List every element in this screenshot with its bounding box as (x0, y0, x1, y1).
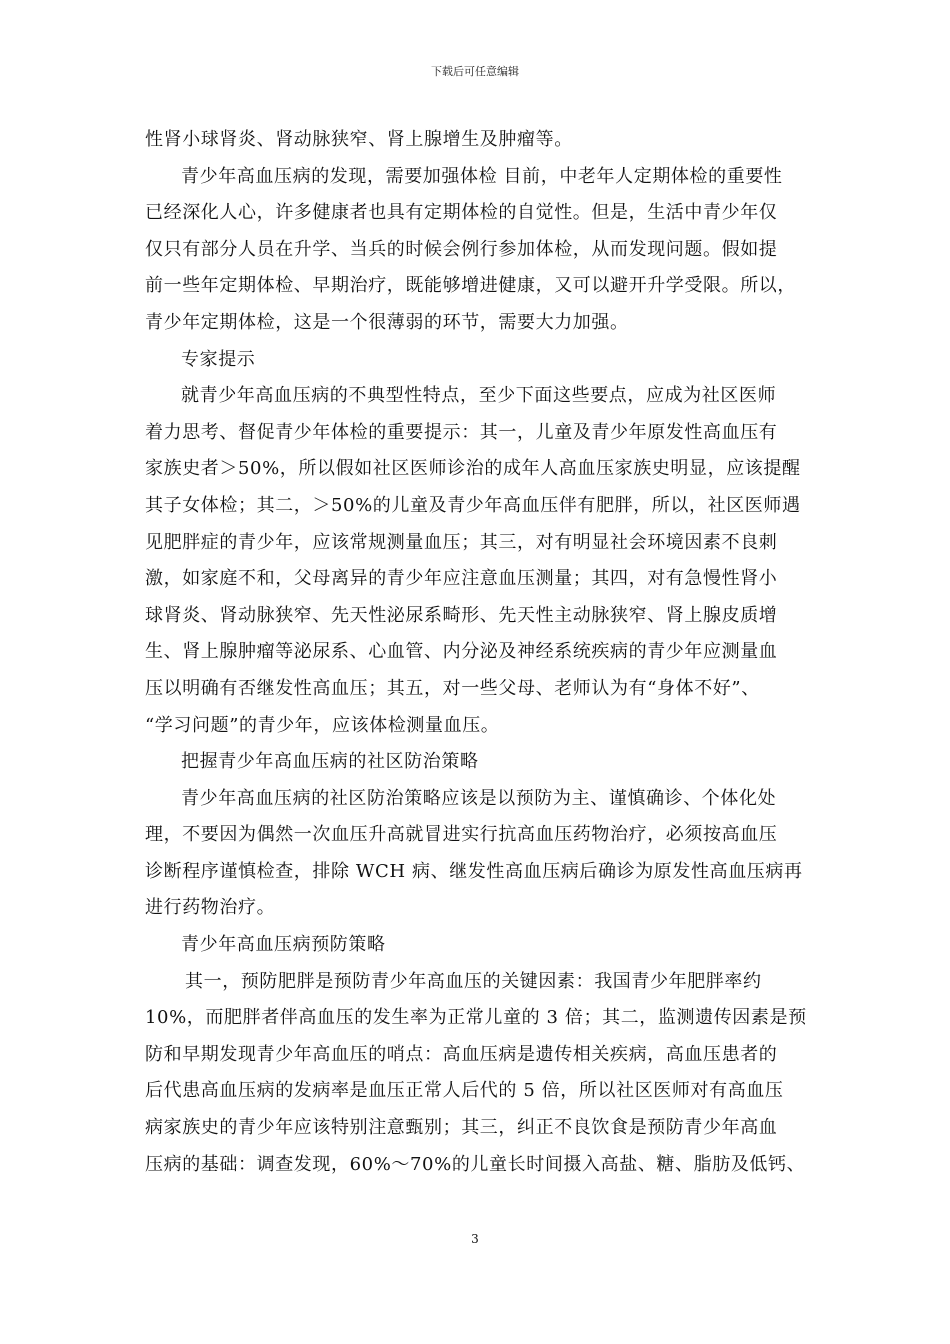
text-line: 见肥胖症的青少年，应该常规测量血压；其三，对有明显社会环境因素不良刺 (145, 531, 778, 553)
page-number: 3 (471, 1232, 479, 1246)
text-line: 其子女体检；其二，＞50%的儿童及青少年高血压伴有肥胖，所以，社区医师遇 (145, 494, 801, 516)
text-line: 生、肾上腺肿瘤等泌尿系、心血管、内分泌及神经系统疾病的青少年应测量血 (145, 641, 778, 663)
text-line: 理，不要因为偶然一次血压升高就冒进实行抗高血压药物治疗，必须按高血压 (145, 824, 778, 846)
document-body (145, 122, 820, 1183)
text-line: 后代患高血压病的发病率是血压正常人后代的 5 倍，所以社区医师对有高血压 (145, 1080, 784, 1102)
text-line: “学习问题”的青少年，应该体检测量血压。 (145, 714, 500, 736)
page-header-note: 下载后可任意编辑 (431, 65, 519, 78)
text-line: 仅只有部分人员在升学、当兵的时候会例行参加体检，从而发现问题。假如提 (145, 238, 778, 260)
text-line: 激，如家庭不和，父母离异的青少年应注意血压测量；其四，对有急慢性肾小 (145, 568, 778, 590)
paragraph-first-line: 青少年高血压病的社区防治策略应该是以预防为主、谨慎确诊、个体化处 (181, 787, 777, 809)
text-line: 青少年定期体检，这是一个很薄弱的环节，需要大力加强。 (145, 311, 629, 333)
section-heading: 把握青少年高血压病的社区防治策略 (181, 751, 479, 773)
paragraph-first-line: 就青少年高血压病的不典型性特点，至少下面这些要点，应成为社区医师 (181, 385, 777, 407)
text-line: 防和早期发现青少年高血压的哨点：高血压病是遗传相关疾病，高血压患者的 (145, 1043, 778, 1065)
text-line: 压病的基础：调查发现，60%～70%的儿童长时间摄入高盐、糖、脂肪及低钙、 (145, 1153, 806, 1175)
text-line: 已经深化人心，许多健康者也具有定期体检的自觉性。但是，生活中青少年仅 (145, 202, 778, 224)
text-line: 病家族史的青少年应该特别注意甄别；其三，纠正不良饮食是预防青少年高血 (145, 1117, 778, 1139)
text-line: 诊断程序谨慎检查，排除 WCH 病、继发性高血压病后确诊为原发性高血压病再 (145, 860, 803, 882)
text-line: 进行药物治疗。 (145, 897, 276, 919)
section-heading: 青少年高血压病预防策略 (181, 934, 386, 956)
text-line: 球肾炎、肾动脉狭窄、先天性泌尿系畸形、先天性主动脉狭窄、肾上腺皮质增 (145, 604, 778, 626)
text-line: 10%，而肥胖者伴高血压的发生率为正常儿童的 3 倍；其二，监测遗传因素是预 (145, 1007, 807, 1029)
text-line: 压以明确有否继发性高血压；其五，对一些父母、老师认为有“身体不好”、 (145, 677, 760, 699)
text-line: 前一些年定期体检、早期治疗，既能够增进健康，又可以避开升学受限。所以， (145, 275, 796, 297)
text-line: 家族史者＞50%，所以假如社区医师诊治的成年人高血压家族史明显，应该提醒 (145, 458, 801, 480)
text-line: 性肾小球肾炎、肾动脉狭窄、肾上腺增生及肿瘤等。 (145, 129, 573, 150)
paragraph-first-line: 其一，预防肥胖是预防青少年高血压的关键因素：我国青少年肥胖率约 (185, 970, 762, 992)
paragraph-first-line: 青少年高血压病的发现，需要加强体检 目前，中老年人定期体检的重要性 (181, 165, 783, 187)
text-line: 着力思考、督促青少年体检的重要提示：其一，儿童及青少年原发性高血压有 (145, 421, 778, 443)
section-heading: 专家提示 (181, 348, 256, 370)
